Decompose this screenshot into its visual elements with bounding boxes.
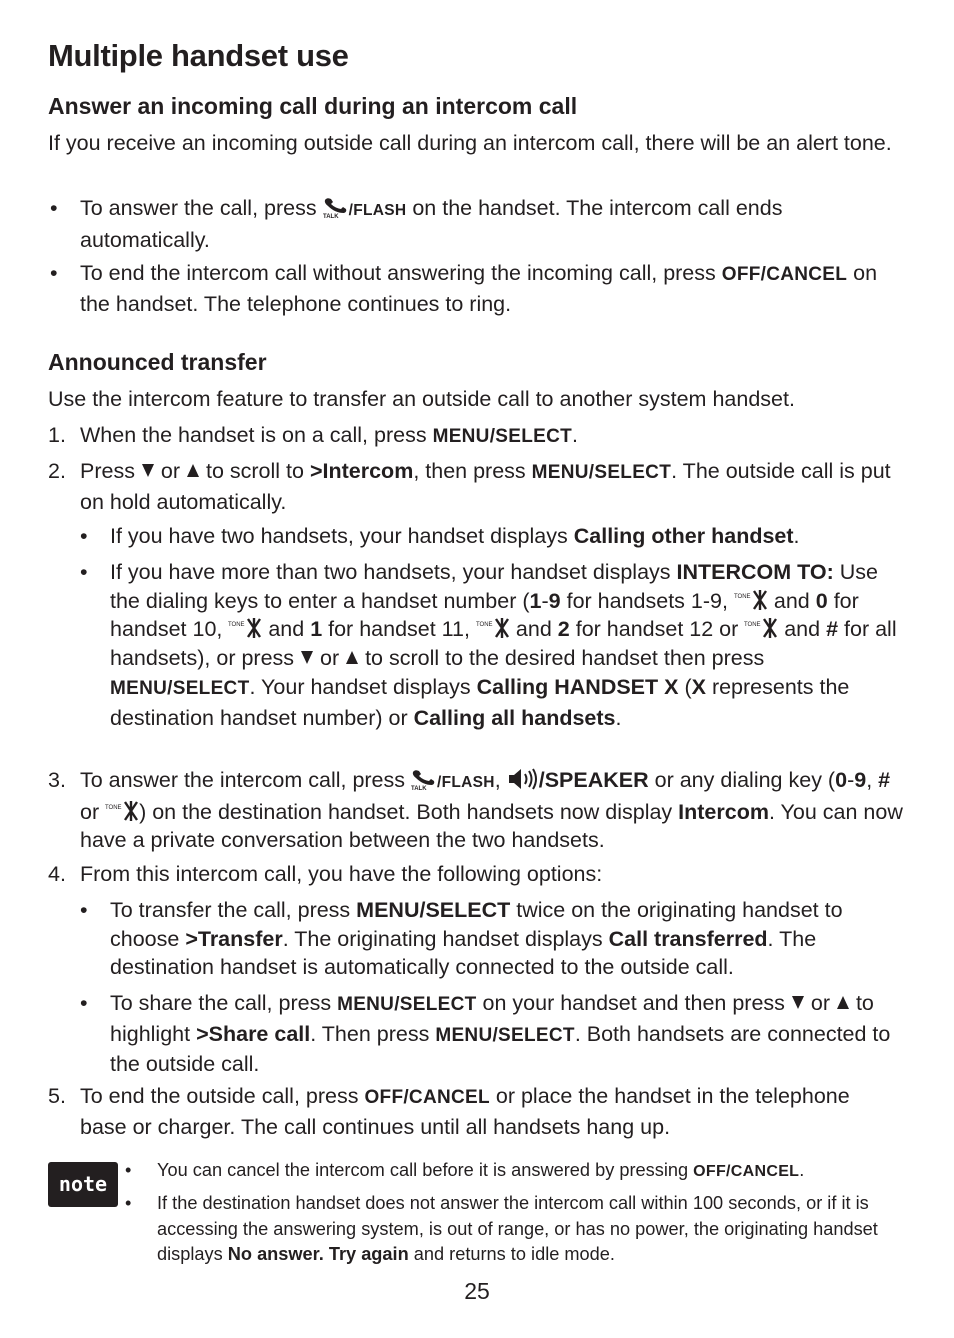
list-item: • If you have two handsets, your handset displays Calling other handset. [80,524,800,548]
svg-text:TONE: TONE [475,622,493,629]
step-5: 5. To end the outside call, press OFF/CANCEL or place the handset in the telephone base or charger. The call continues until all handsets hang up. [48,1084,850,1139]
step-1: 1. When the handset is on a call, press MENU/SELECT. [48,423,579,447]
step-2: 2. Press or to scroll to >Intercom, then press MENU/SELECT. The outside call is put on hold automatically. [48,459,891,514]
section1-intro: If you receive an incoming outside call during an intercom call, there will be an alert tone. [48,131,892,155]
talk-handset-icon [411,768,437,790]
page-number: 25 [464,1278,490,1304]
tone-star-icon [744,617,778,639]
svg-text:TONE: TONE [228,622,245,629]
tone-star-icon [734,589,768,611]
step-4: 4. From this intercom call, you have the following options: [48,862,603,886]
list-item: • To end the intercom call without answering the incoming call, press OFF/CANCEL on the handset. The telephone continues to ring. [50,261,878,316]
talk-handset-icon [323,196,349,218]
svg-text:TALK: TALK [411,786,427,790]
section-heading-transfer: Announced transfer [48,349,267,375]
list-item: • To share the call, press MENU/SELECT on your handset and then press or to highlight >Share call. Then press MENU/SELECT. Both handsets are connected to the outside call. [80,991,891,1077]
list-item: • To answer the call, press TALK /FLASH on the handset. The intercom call ends automatically. [50,196,783,252]
list-item: • If you have more than two handsets, your handset displays INTERCOM TO: Use the dialing keys to enter a handset number (1-9 for handsets 1-9, TONE and 0 for handset 10, TONE and 1 for handset 11, TONE and 2 for handset 12 or TONE and # for all handsets), or press or to scroll to the desired handset then press MENU/SELECT. Your handset displays Calling HANDSET X (X represents the destination handset number) or Calling all handsets. [80,560,897,730]
list-item: • To transfer the call, press MENU/SELECT twice on the originating handset to choose >Transfer. The originating handset displays Call transferred. The destination handset is automatically connected to the outside call. [80,898,843,980]
up-arrow-icon [187,464,199,477]
up-arrow-icon [346,651,358,664]
page-title: Multiple handset use [48,38,349,73]
section-heading-answer: Answer an incoming call during an intercom call [48,93,578,119]
down-arrow-icon [792,996,804,1009]
svg-text:TALK: TALK [322,214,339,218]
section2-intro: Use the intercom feature to transfer an outside call to another system handset. [48,387,795,411]
up-arrow-icon [837,996,849,1009]
svg-text:TONE: TONE [733,593,751,600]
tone-star-icon [476,617,510,639]
speaker-icon [507,768,539,790]
down-arrow-icon [301,651,313,664]
svg-text:TONE: TONE [105,804,122,811]
note-item: • You can cancel the intercom call before it is answered by pressing OFF/CANCEL. [125,1160,805,1180]
note-item: • If the destination handset does not answer the intercom call within 100 seconds, or if it is accessing the answering system, is out of range, or has no power, the originating handset displays No answer. Try again and returns to idle mode. [125,1193,878,1264]
tone-star-icon [105,800,139,822]
down-arrow-icon [142,464,154,477]
svg-text:TONE: TONE [744,622,761,629]
note-badge: note [48,1162,118,1207]
tone-star-icon [228,617,262,639]
step-3: 3. To answer the intercom call, press TALK /FLASH, /SPEAKER or any dialing key (0-9, # or TONE ) on the destination handset. Both handsets now display Intercom. You can now have a private conversation between the two handsets. [48,768,903,853]
